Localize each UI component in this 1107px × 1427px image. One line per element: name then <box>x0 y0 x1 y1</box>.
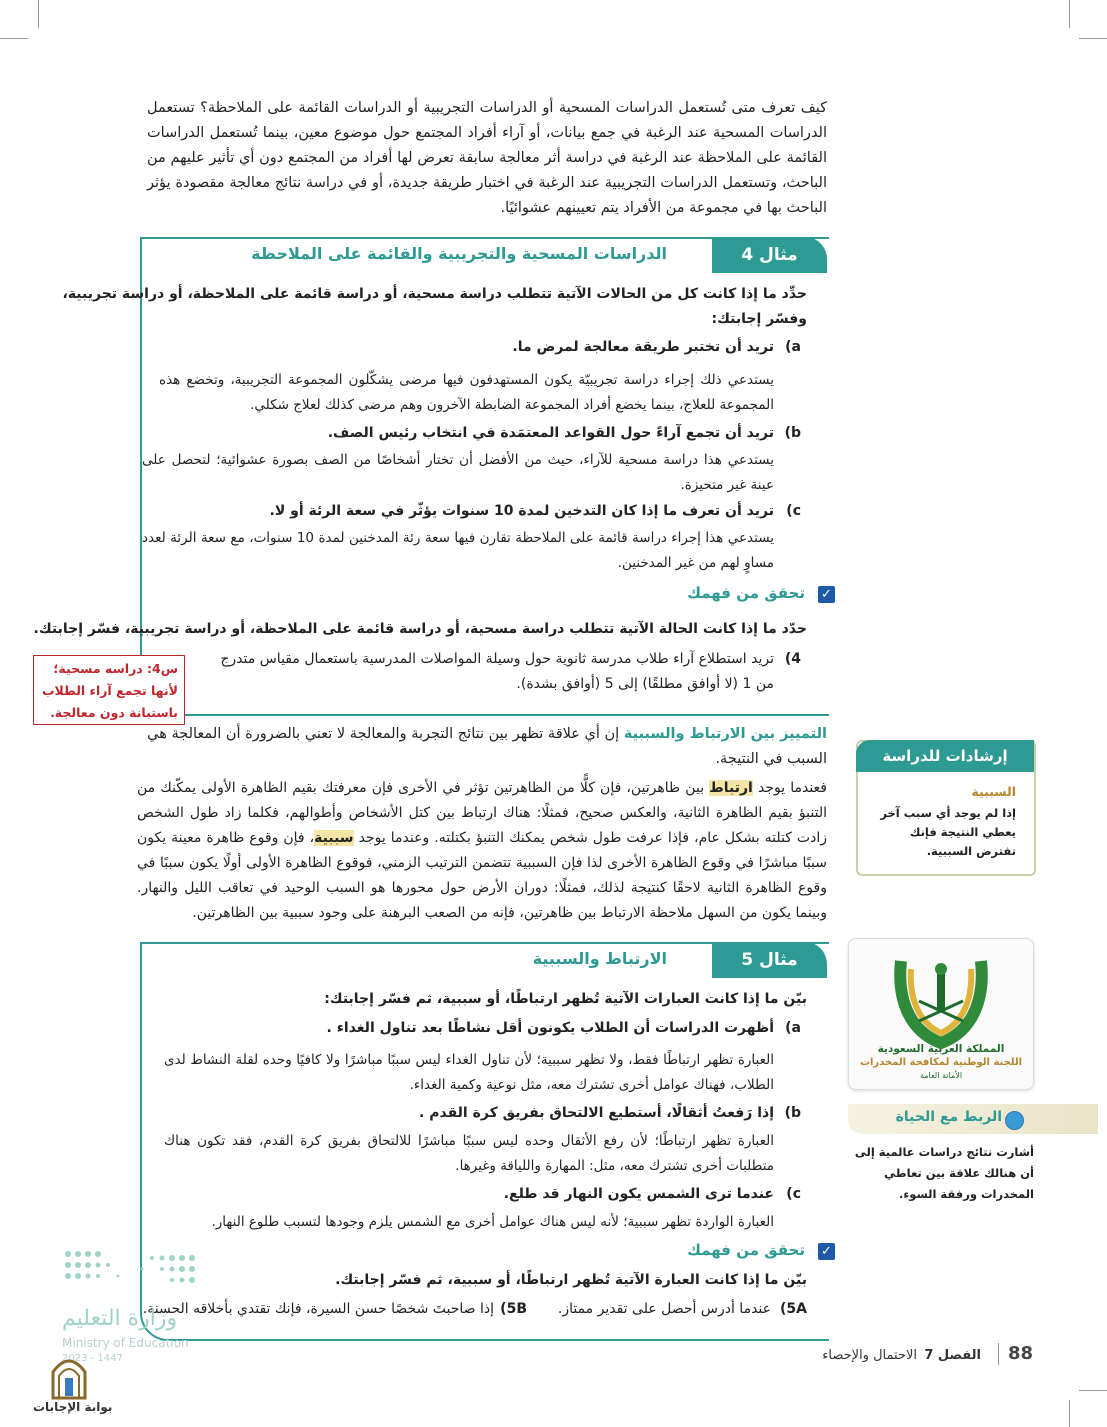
moe-arabic: وزارة التعليم <box>62 1306 178 1331</box>
example-4-c-letter: c) <box>786 503 801 519</box>
distinguish-lead: إن أي علاقة تظهر بين نتائج التجربة والمعالجة لا تعني بالضرورة أن المعالجة هي <box>147 726 620 742</box>
moe-year: 2023 - 1447 <box>62 1353 123 1364</box>
distinguish-paragraph <box>137 776 827 926</box>
crop-mark <box>38 0 39 28</box>
example-5-b-answer: العبارة تظهر ارتباطًا؛ لأن رفع الأثقال وحده ليس سببًا مباشرًا للالتحاق بفريق كرة القدم، فقد تكون هناك متطلبات أخرى تشترك معه، مثل: المهارة واللياقة وغيرها. <box>164 1133 774 1174</box>
logo-line-3: الأمانة العامة <box>919 1071 963 1080</box>
check-1-question: حدّد ما إذا كانت الحالة الآتية تتطلب دراسة مسحية، أو دراسة قائمة على الملاحظة، أو دراسة تجريبية، فسّر إجابتك. <box>33 621 807 637</box>
mosque-logo-icon <box>45 1348 93 1400</box>
checkbox-icon: ✓ <box>818 586 835 603</box>
footer-chapter-title: الاحتمال والإحصاء <box>822 1348 917 1363</box>
handwritten-line: لأنها تجمع آراء الطلاب <box>42 683 178 698</box>
globe-icon <box>1005 1111 1024 1130</box>
logo-line-2: اللجنة الوطنية لمكافحة المخدرات <box>859 1057 1023 1068</box>
check-2-a-text: عندما أدرس أحصل على تقدير ممتاز. <box>557 1301 771 1317</box>
distinguish-section <box>137 722 827 772</box>
example-5-b-text: إذا رَفعتُ أثقالًا، أستطيع الالتحاق بفريق كرة القدم . <box>419 1105 774 1121</box>
footer-divider <box>998 1343 999 1365</box>
example-5-a-text: أظهرت الدراسات أن الطلاب يكونون أقل نشاطًا بعد تناول الغداء . <box>326 1020 774 1036</box>
example-4-a-text: تريد أن تختبر طريقة معالجة لمرض ما. <box>512 339 774 355</box>
example-5-question: بيّن ما إذا كانت العبارات الآتية تُظهر ارتباطًا، أو سببية، ثم فسّر إجابتك: <box>324 991 807 1007</box>
example-4-c-answer: يستدعي هذا إجراء دراسة قائمة على الملاحظة تقارن فيها سعة رئة المدخنين لمدة 10 سنوات، مع سعة الرئة لعدد مساوٍ لهم من غير المدخنين. <box>142 530 774 571</box>
crop-mark <box>1069 1400 1070 1427</box>
intro-paragraph: كيف تعرف متى تُستعمل الدراسات المسحية أو الدراسات التجريبية أو الدراسات القائمة على الملاحظة؟ تستعمل الدراسات المسحية عند الرغبة في جمع بيانات، أو آراء أفراد المجتمع حول موضوع معين، بينما تُستعمل الدراسات القائمة على الملاحظة عند الرغبة في دراسة أثر معالجة سابقة تعرض لها أفراد من المجتمع دون أي تأثير عليهم من الباحث، وتستعمل الدراسات التجريبية عند الرغبة في اختبار طريقة جديدة، أو في دراسة نتائج معالجة مقصودة يؤثر الباحث بها في مجموعة من الأفراد يتم تعيينهم عشوائيًا. <box>147 100 827 216</box>
correlation-term: ارتباط <box>709 780 753 796</box>
study-tip-text: إذا لم يوجد أي سبب آخر يعطي النتيجة فإنك تفترض السببية. <box>880 806 1016 858</box>
example-5-b-letter: b) <box>784 1105 801 1121</box>
real-life-header <box>848 1104 1098 1134</box>
checkbox-icon: ✓ <box>818 1243 835 1260</box>
crop-mark <box>1079 1390 1107 1391</box>
moe-dots-logo <box>62 1248 202 1288</box>
crop-mark <box>1079 38 1107 39</box>
check-2-question: بيّن ما إذا كانت العبارة الآتية تُظهر ارتباطًا، أو سببية، ثم فسّر إجابتك. <box>335 1272 807 1288</box>
example-5-a-answer: العبارة تظهر ارتباطًا فقط، ولا تظهر سببية؛ لأن تناول الغداء ليس سببًا مباشرًا ولا كافيًا وحده لقلة النشاط لدى الطلاب، فهناك عوامل أخرى تشترك معه، مثل نوعية وكمية الغداء. <box>164 1052 774 1093</box>
example-5-c-letter: c) <box>786 1186 801 1202</box>
handwritten-line: س4: دراسه مسحية؛ <box>53 661 178 676</box>
check-1-item-text: تريد استطلاع آراء طلاب مدرسة ثانوية حول وسيلة المواصلات المدرسية باستعمال مقياس متدرج <box>220 651 774 667</box>
distinguish-heading: التمييز بين الارتباط والسببية <box>623 726 827 742</box>
distinguish-lead-cont: السبب في النتيجة. <box>715 751 827 767</box>
check-1-item-text-cont: من 1 (لا أوافق مطلقًا) إلى 5 (أوافق بشدة). <box>516 676 774 692</box>
crop-mark <box>0 38 28 39</box>
real-life-title: الربط مع الحياة <box>895 1109 1002 1125</box>
logo-line-1: المملكة العربية السعودية <box>877 1043 1005 1055</box>
text-span: ، فإن وقوع ظاهرة معينة يكون سببًا مباشرًا في وقوع الظاهرة الأخرى لذا فإن السببية تتضمن الترتيب الزمني، فوقوع الظاهرة الأولى أولًا يكون سببًا في وقوع الظاهرة الثانية لاحقًا كنتيجة لذلك، فمثلًا: دوران الأرض حول محورها هو السبب الوحيد في تعاقب الليل والنهار. وبينما يكون من السهل ملاحظة الارتباط بين ظاهرتين، فإنه من الصعب البرهنة على وجود سببية بين الظاهرتين. <box>137 830 827 921</box>
example-4-a-answer: يستدعي ذلك إجراء دراسة تجريبيّة يكون المستهدفون فيها مرضى يشكّلون المجموعة التجريبية، وتخضع هذه المجموعة للعلاج، بينما يخضع أفراد المجموعة الضابطة الآخرون وهم مرضى كذلك لعلاج شكلي. <box>159 372 774 413</box>
check-your-understanding-title: تحقق من فهمك <box>687 1241 805 1259</box>
example-5-label: مثال 5 <box>712 942 827 978</box>
example-4-b-answer: يستدعي هذا دراسة مسحية للآراء، حيث من الأفضل أن تختار أشخاصًا من الصف بصورة عشوائية؛ لتحصل على عينة غير متحيزة. <box>142 452 774 493</box>
example-4-b-text: تريد أن تجمع آراءً حول القواعد المعتمَدة في انتخاب رئيس الصف. <box>327 425 774 441</box>
causation-term: سببية <box>314 830 354 846</box>
study-tip-box <box>856 740 1036 876</box>
real-life-text: أشارت نتائج دراسات عالمية إلى أن هنالك علاقة بين تعاطي المخدرات ورفقة السوء. <box>854 1145 1034 1201</box>
anti-drug-logo-card <box>848 938 1034 1090</box>
example-4-c-text: تريد أن تعرف ما إذا كان التدخين لمدة 10 سنوات يؤثّر في سعة الرئة أو لا. <box>269 503 774 519</box>
crop-mark <box>1069 0 1070 28</box>
example-5-title: الارتباط والسببية <box>532 949 667 968</box>
example-5-a-letter: a) <box>785 1020 801 1036</box>
text-span: بين ظاهرتين، فإن كلًّا من الظاهرتين تؤثر في الأخرى فإن معرفتك بقيم الظاهرة الأولى يمكّنك من التنبؤ بقيم الظاهرة الثانية، والعكس صحيح، فمثلًا: هناك ارتباط بين كتل الأشخاص وأطوالهم، فكلما زاد طول الشخص زادت كتلته بشكل عام، فإذا عرفت طول شخص يمكنك التنبؤ بكتلته. وعندما يوجد <box>137 780 827 846</box>
page-number: 88 <box>1008 1343 1034 1364</box>
site-watermark: بوابة الإجابات <box>33 1400 113 1414</box>
handwritten-line: باستبانة دون معالجة. <box>50 705 178 720</box>
check-2-a-number: 5A) <box>780 1301 807 1317</box>
example-4-label: مثال 4 <box>712 237 827 273</box>
example-4-question-cont: وفسّر إجابتك: <box>711 311 807 327</box>
text-span: فعندما يوجد <box>752 780 828 796</box>
footer-chapter: الفصل 7 <box>924 1348 981 1363</box>
study-tip-title: إرشادات للدراسة <box>856 740 1034 772</box>
example-5-c-text: عندما ترى الشمس يكون النهار قد طلع. <box>503 1186 774 1202</box>
study-tip-term: السببية <box>971 784 1016 799</box>
example-5-c-answer: العبارة الواردة تظهر سببية؛ لأنه ليس هناك عوامل أخرى مع الشمس يلزم وجودها لتسبب طلوع النهار. <box>211 1214 774 1230</box>
example-4-a-letter: a) <box>785 339 801 355</box>
moe-english: Ministry of Education <box>62 1336 189 1350</box>
handwritten-answer <box>33 655 185 725</box>
example-4-title: الدراسات المسحية والتجريبية والقائمة على الملاحظة <box>251 244 667 263</box>
example-4-question: حدِّد ما إذا كانت كل من الحالات الآتية تتطلب دراسة مسحية، أو دراسة قائمة على الملاحظة، أو دراسة تجريبية، <box>62 286 807 302</box>
check-your-understanding-title: تحقق من فهمك <box>687 584 805 602</box>
check-2-b-number: 5B) <box>500 1301 527 1317</box>
example-4-b-letter: b) <box>784 425 801 441</box>
check-1-item-number: 4) <box>784 651 801 667</box>
check-2-b-text: إذا صاحبتَ شخصًا حسن السيرة، فإنك تقتدي بأخلاقه الحسنة. <box>142 1301 494 1317</box>
